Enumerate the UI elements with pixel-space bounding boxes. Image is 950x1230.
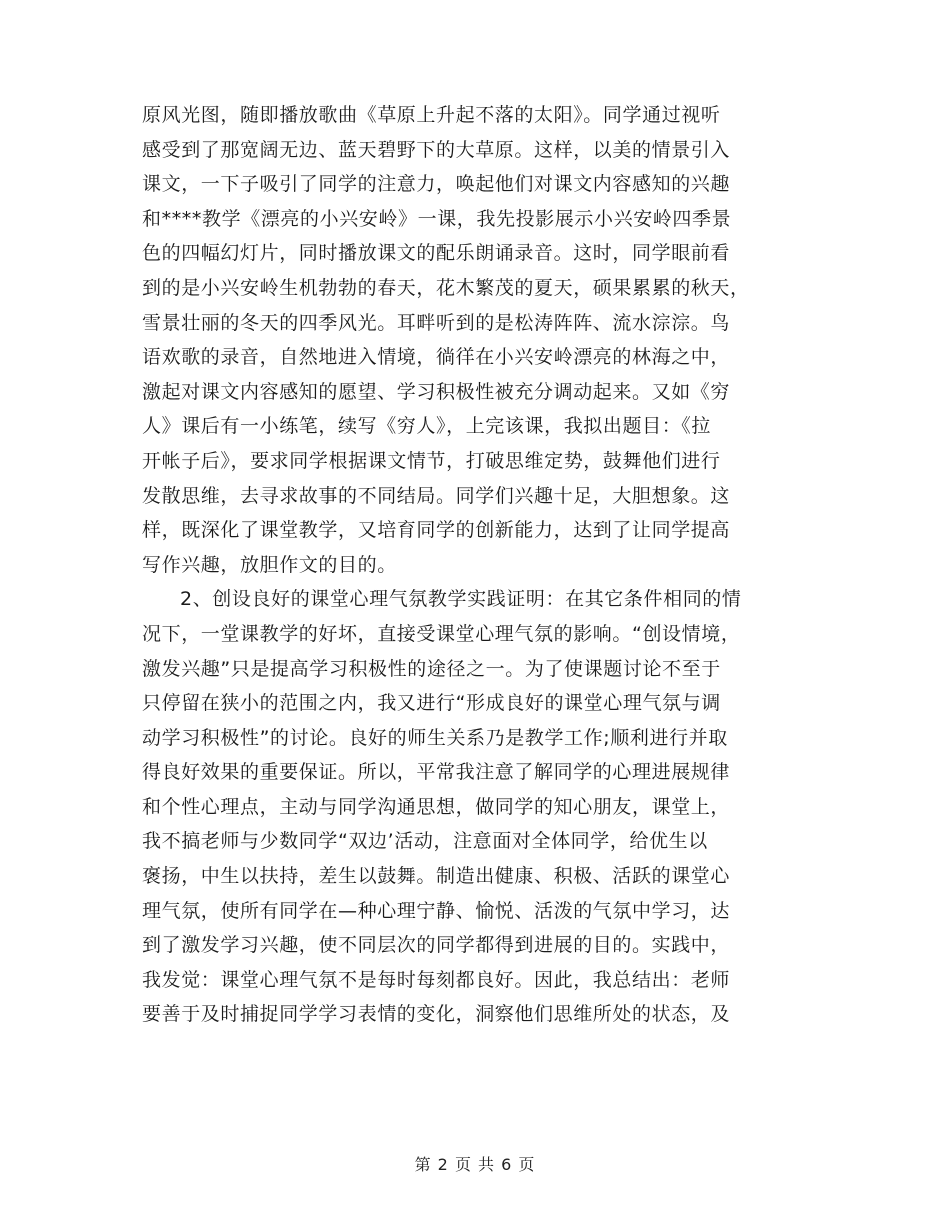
text-line: 和个性心理点，主动与同学沟通思想，做同学的知心朋友，课堂上，: [142, 795, 731, 818]
text-line: 况下，一堂课教学的好坏，直接受课堂心理气氛的影响。“创设情境，: [142, 622, 741, 645]
text-line: 到了激发学习兴趣，使不同层次的同学都得到进展的目的。实践中，: [142, 934, 731, 957]
body-text: [142, 98, 812, 1032]
text-line: 到的是小兴安岭生机勃勃的春天，花木繁茂的夏天，硕果累累的秋天，: [142, 276, 750, 299]
text-line: 动学习积极性”的讨论。良好的师生关系乃是教学工作;顺利进行并取: [142, 726, 728, 749]
text-line: 激起对课文内容感知的愿望、学习积极性被充分调动起来。又如《穷: [142, 380, 731, 403]
text-line-paragraph-start: 2、创设良好的课堂心理气氛教学实践证明：在其它条件相同的情: [180, 588, 742, 611]
page-number-footer: 第 2 页 共 6 页: [414, 1155, 536, 1174]
text-line: 色的四幅幻灯片，同时播放课文的配乐朗诵录音。这时，同学眼前看: [142, 242, 731, 265]
text-line: 语欢歌的录音，自然地进入情境，徜徉在小兴安岭漂亮的林海之中，: [142, 346, 731, 369]
text-line: 我不搞老师与少数同学“双边’活动，注意面对全体同学，给优生以: [142, 830, 708, 853]
text-line: 人》课后有一小练笔，续写《穷人》，上完该课，我拟出题目：《拉: [142, 415, 712, 438]
text-line: 得良好效果的重要保证。所以，平常我注意了解同学的心理进展规律: [142, 761, 731, 784]
text-line: 只停留在狭小的范围之内，我又进行“形成良好的课堂心理气氛与调: [142, 692, 721, 715]
text-line: 褒扬，中生以扶持，差生以鼓舞。制造出健康、积极、活跃的课堂心: [142, 865, 731, 888]
text-line: 课文，一下子吸引了同学的注意力，唤起他们对课文内容感知的兴趣: [142, 173, 731, 196]
text-line: 原风光图，随即播放歌曲《草原上升起不落的太阳》。同学通过视听: [142, 104, 721, 126]
text-line: 雪景壮丽的冬天的四季风光。耳畔听到的是松涛阵阵、流水淙淙。鸟: [142, 311, 731, 334]
text-line: 写作兴趣，放胆作文的目的。: [142, 553, 397, 576]
text-line: 开帐子后》，要求同学根据课文情节，打破思维定势，鼓舞他们进行: [142, 449, 721, 472]
text-line: 理气氛，使所有同学在—种心理宁静、愉悦、活泼的气氛中学习，达: [142, 899, 731, 922]
text-line: 激发兴趣”只是提高学习积极性的途径之一。为了使课题讨论不至于: [142, 657, 721, 680]
text-line: 发散思维，去寻求故事的不同结局。同学们兴趣十足，大胆想象。这: [142, 484, 731, 507]
text-line: 和****教学《漂亮的小兴安岭》一课，我先投影展示小兴安岭四季景: [142, 207, 732, 230]
text-line: 要善于及时捕捉同学学习表情的变化，洞察他们思维所处的状态，及: [142, 1003, 731, 1026]
text-line: 样，既深化了课堂教学，又培育同学的创新能力，达到了让同学提高: [142, 519, 731, 542]
text-line: 感受到了那宽阔无边、蓝天碧野下的大草原。这样，以美的情景引入: [142, 138, 731, 161]
text-line: 我发觉：课堂心理气氛不是每时每刻都良好。因此，我总结出：老师: [142, 968, 731, 991]
